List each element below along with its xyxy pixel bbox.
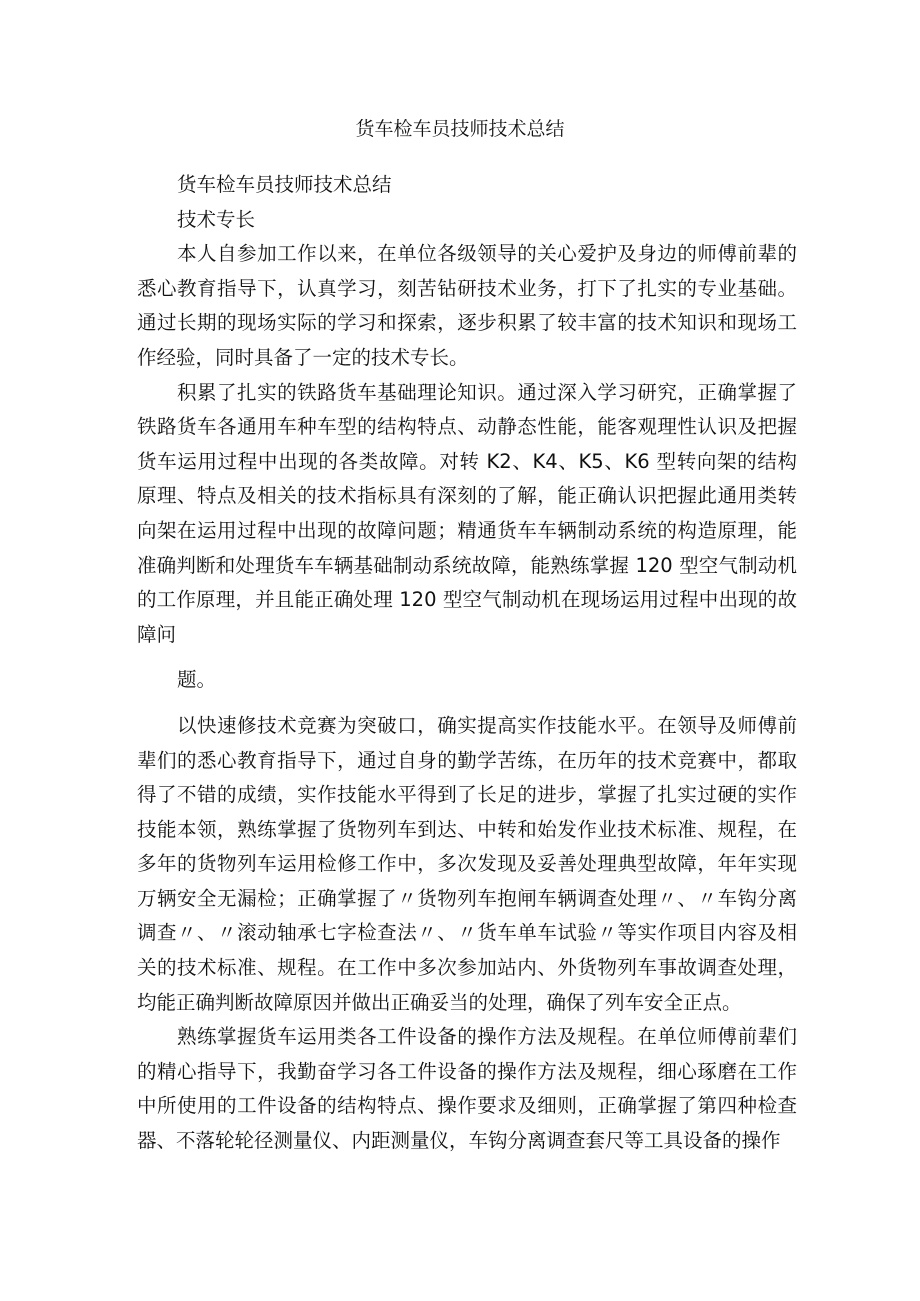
- paragraph: [137, 1020, 797, 1158]
- paragraph: [137, 709, 797, 1020]
- paragraph: [137, 168, 797, 203]
- text-line: 关的技术标准、规程。在工作中多次参加站内、外货物列车事故调查处理，: [137, 956, 797, 980]
- text-line: 货车运用过程中出现的各类故障。对转 K2、K4、K5、K6 型转向架的结构: [137, 449, 797, 473]
- text-line: 技术专长: [177, 207, 256, 231]
- text-line: 得了不错的成绩，实作技能水平得到了长足的进步，掌握了扎实过硬的实作: [137, 783, 797, 807]
- text-line: 障问: [137, 622, 177, 646]
- text-line: 熟练掌握货车运用类各工件设备的操作方法及规程。在单位师傅前辈们: [177, 1025, 797, 1049]
- text-line: 多年的货物列车运用检修工作中，多次发现及妥善处理典型故障，年年实现: [137, 852, 797, 876]
- text-line: 悉心教育指导下，认真学习，刻苦钻研技术业务，打下了扎实的专业基础。: [137, 276, 797, 300]
- text-line: 以快速修技术竞赛为突破口，确实提高实作技能水平。在领导及师傅前: [177, 713, 797, 737]
- document-body: [137, 168, 797, 1159]
- text-line: 中所使用的工件设备的结构特点、操作要求及细则，正确掌握了第四种检查: [137, 1094, 797, 1118]
- text-line: 器、不落轮轮径测量仪、内距测量仪，车钩分离调查套尺等工具设备的操作: [137, 1129, 781, 1153]
- text-line: 积累了扎实的铁路货车基础理论知识。通过深入学习研究，正确掌握了: [177, 380, 797, 404]
- paragraph: [137, 237, 797, 375]
- text-line: 辈们的悉心教育指导下，通过自身的勤学苦练，在历年的技术竞赛中，都取: [137, 748, 797, 772]
- text-line: 的工作原理，并且能正确处理 120 型空气制动机在现场运用过程中出现的故: [137, 588, 797, 612]
- paragraph: [137, 663, 797, 698]
- document-title: 货车检车员技师技术总结: [355, 118, 565, 140]
- text-line: 的精心指导下，我勤奋学习各工件设备的操作方法及规程，细心琢磨在工作: [137, 1059, 797, 1083]
- text-line: 万辆安全无漏检；正确掌握了〃货物列车抱闸车辆调查处理〃、〃车钩分离: [137, 886, 797, 910]
- text-line: 铁路货车各通用车种车型的结构特点、动静态性能，能客观理性认识及把握: [137, 415, 797, 439]
- text-line: 向架在运用过程中出现的故障问题；精通货车车辆制动系统的构造原理，能: [137, 518, 797, 542]
- paragraph: [137, 203, 797, 238]
- text-line: 技能本领，熟练掌握了货物列车到达、中转和始发作业技术标准、规程，在: [137, 817, 797, 841]
- text-line: 通过长期的现场实际的学习和探索，逐步积累了较丰富的技术知识和现场工: [137, 311, 797, 335]
- text-line: 题。: [177, 668, 217, 692]
- text-line: 货车检车员技师技术总结: [177, 173, 392, 196]
- text-line: 准确判断和处理货车车辆基础制动系统故障，能熟练掌握 120 型空气制动机: [137, 553, 797, 577]
- text-line: 均能正确判断故障原因并做出正确妥当的处理，确保了列车安全正点。: [137, 990, 742, 1014]
- text-line: 原理、特点及相关的技术指标具有深刻的了解，能正确认识把握此通用类转: [137, 484, 797, 508]
- text-line: 本人自参加工作以来，在单位各级领导的关心爱护及身边的师傅前辈的: [177, 242, 797, 266]
- text-line: 调查〃、〃滚动轴承七字检查法〃、〃货车单车试验〃等实作项目内容及相: [137, 921, 797, 945]
- paragraph: [137, 376, 797, 653]
- text-line: 作经验，同时具备了一定的技术专长。: [137, 345, 469, 369]
